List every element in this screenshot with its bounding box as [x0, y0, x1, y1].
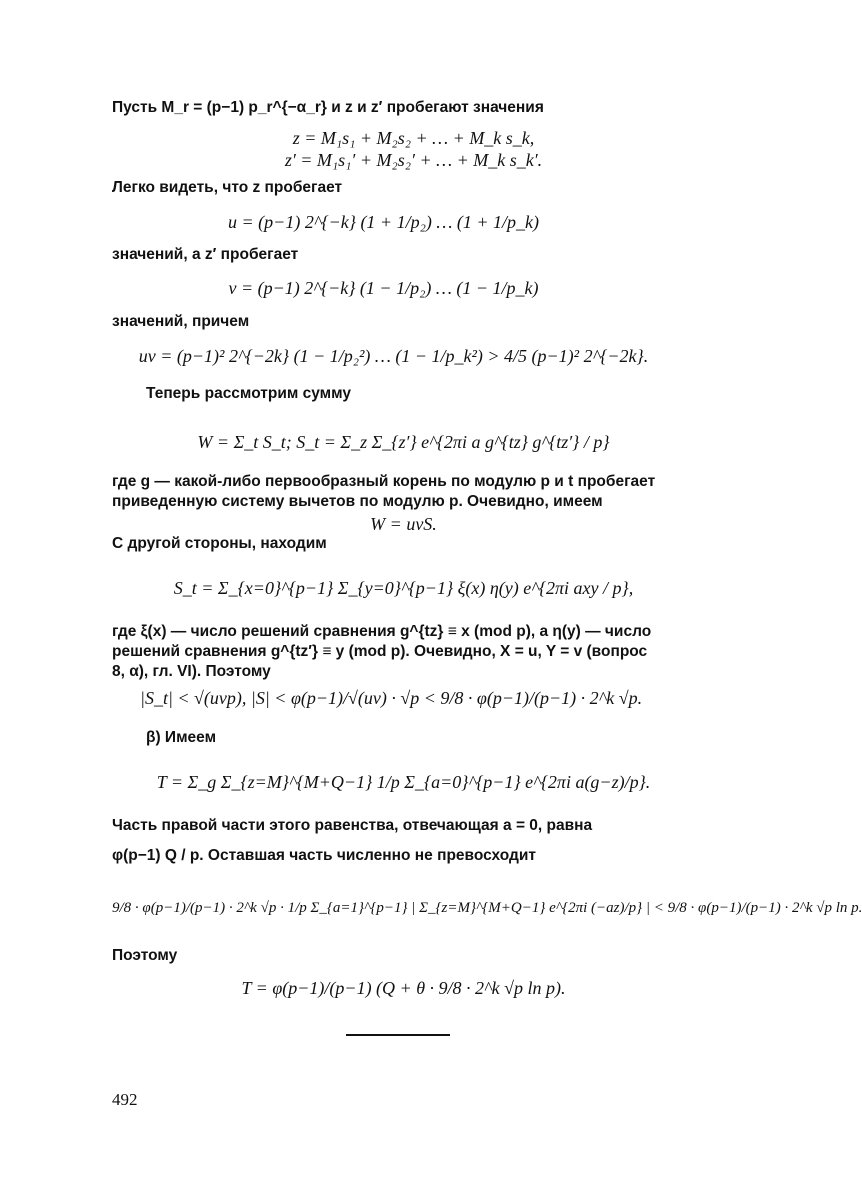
- text-line-1: Пусть M_r = (p−1) p_r^{−α_r} и z и z′ пробегают значения: [112, 99, 544, 116]
- text-line-13: Часть правой части этого равенства, отвечающая a = 0, равна: [112, 817, 593, 834]
- text-line-5: Теперь рассмотрим сумму: [146, 385, 352, 402]
- text-line-2: Легко видеть, что z пробегает: [112, 179, 343, 196]
- formula-w-uvs: W = uvS.: [370, 514, 437, 534]
- page-number: 492: [112, 1090, 138, 1109]
- formula-z: z = M₁s₁ + M₂s₂ + … + M_k s_k,: [292, 128, 535, 148]
- section-rule: [346, 1034, 450, 1036]
- text-line-11: 8, α), гл. VI). Поэтому: [112, 663, 271, 680]
- text-line-12: β) Имеем: [146, 729, 217, 746]
- formula-uv: uv = (p−1)² 2^{−2k} (1 − 1/p₂²) … (1 − 1/p_k²) > 4/5 (p−1)² 2^{−2k}.: [138, 346, 649, 366]
- formula-v: v = (p−1) 2^{−k} (1 − 1/p₂) … (1 − 1/p_k): [228, 278, 539, 298]
- formula-u: u = (p−1) 2^{−k} (1 + 1/p₂) … (1 + 1/p_k): [228, 212, 539, 232]
- text-line-6: где g — какой-либо первообразный корень по модулю p и t пробегает: [112, 473, 656, 490]
- text-line-9: где ξ(x) — число решений сравнения g^{tz} ≡ x (mod p), а η(y) — число: [112, 623, 652, 640]
- text-line-8: С другой стороны, находим: [112, 535, 327, 552]
- formula-remainder: 9/8 · φ(p−1)/(p−1) · 2^k √p · 1/p Σ_{a=1}^{p−1} | Σ_{z=M}^{M+Q−1} e^{2πi (−az)/p} | < 9/8 · φ(p−1)/(p−1) · 2^k √p ln p.: [112, 900, 862, 916]
- text-line-7: приведенную систему вычетов по модулю p. Очевидно, имеем: [112, 493, 603, 510]
- text-line-4: значений, причем: [112, 313, 250, 330]
- formula-bound-s: |S_t| < √(uvp), |S| < φ(p−1)/√(uv) · √p < 9/8 · φ(p−1)/(p−1) · 2^k √p.: [140, 688, 643, 708]
- text-line-14: φ(p−1) Q / p. Оставшая часть численно не превосходит: [112, 847, 536, 864]
- formula-t-final: T = φ(p−1)/(p−1) (Q + θ · 9/8 · 2^k √p ln p).: [241, 978, 566, 998]
- text-line-15: Поэтому: [112, 947, 178, 964]
- formula-t: T = Σ_g Σ_{z=M}^{M+Q−1} 1/p Σ_{a=0}^{p−1} e^{2πi a(g−z)/p}.: [156, 772, 651, 792]
- text-line-3: значений, а z′ пробегает: [112, 246, 299, 263]
- formula-w: W = Σ_t S_t; S_t = Σ_z Σ_{z′} e^{2πi a g^{tz} g^{tz′} / p}: [197, 432, 610, 452]
- formula-z-prime: z′ = M₁s₁′ + M₂s₂′ + … + M_k s_k′.: [284, 150, 543, 170]
- formula-st: S_t = Σ_{x=0}^{p−1} Σ_{y=0}^{p−1} ξ(x) η(y) e^{2πi axy / p},: [173, 578, 634, 598]
- text-line-10: решений сравнения g^{tz′} ≡ y (mod p). Очевидно, X = u, Y = v (вопрос: [112, 643, 648, 660]
